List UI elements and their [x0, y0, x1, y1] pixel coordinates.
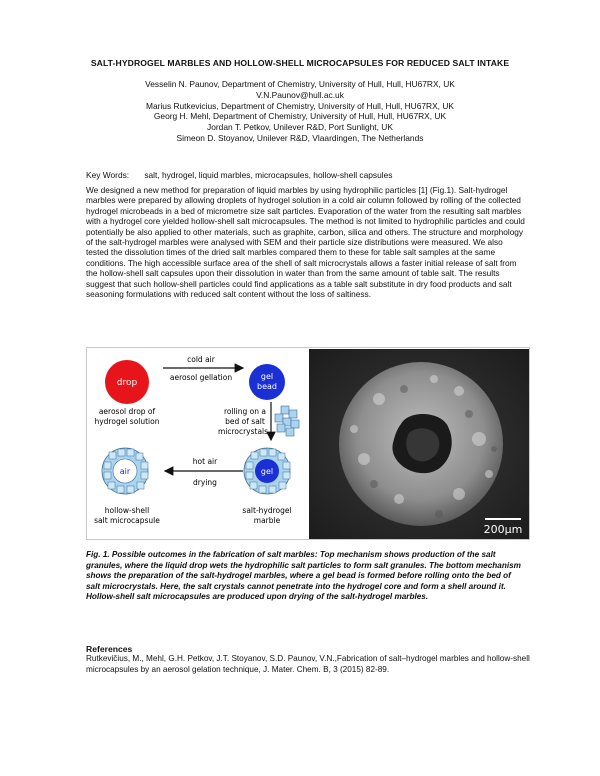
rolling-text-3: microcrystals — [217, 427, 269, 436]
hollow-shell-capsule — [102, 448, 148, 494]
drop-label: drop — [116, 378, 138, 388]
author-line: Jordan T. Petkov, Unilever R&D, Port Sunlight, UK — [207, 122, 393, 133]
abstract: We designed a new method for preparation of liquid marbles by using hydrophilic particles [1] (Fig.1). Salt-hydrogel marbles were prepared by allowing droplets of hydrogel solution in a cold air column followed by rolling of the collected hydrogel microbeads in a bed of micrometre size salt particles. Evaporation of the water from the resulting salt marbles with a hydrogel core yielded hollow-shell salt microcapsules. The method is not limited to hydrophilic particles and could potentially be also applied to other materials, such as graphite, carbon, silica and others. The structure and morphology of the salt-hydrogel marbles were analysed with SEM and their particle size distributions were measured. We also tested the dissolution times of the dried salt marbles compared them to these for table salt samples at the same conditions. The high accessible surface area of the shell of salt microcrystals allows a faster initial release of salt from the hollow-shell salt capsules upon their dissolution in water than from the same amount of table salt. The results suggest that such hollow-shell particles could find applications as a table salt substitute in dry food products and salt seasoning formulations with reduced salt content without the loss of saltiness. — [86, 185, 525, 300]
keywords-text: salt, hydrogel, liquid marbles, microcapsules, hollow-shell capsules — [144, 170, 393, 180]
scale-bar-label: 200µm — [483, 523, 523, 536]
hollow-caption-2: salt microcapsule — [94, 516, 160, 525]
air-label: air — [119, 467, 131, 476]
mechanism-diagram — [87, 348, 309, 540]
arrow-bottom-label-2: drying — [193, 478, 217, 487]
figure-1 — [86, 347, 530, 540]
author-list — [0, 79, 600, 144]
arrow-bottom-label-1: hot air — [192, 457, 218, 466]
author-email: V.N.Paunov@hull.ac.uk — [256, 89, 344, 100]
figure-caption: Fig. 1. Possible outcomes in the fabrication of salt marbles: Top mechanism shows production of the salt granules, where the liquid drop wets the hydrophilic salt particles to form salt granules. The bottom mechanism shows the preparation of the salt-hydrogel marbles, where a gel bead is formed before rolling onto the bed of salt microcrystals. Here, the salt crystals cannot penetrate into the hydrogel core and form a shell around it. Hollow-shell salt microcapsules are produced upon drying of the salt-hydrogel marbles. — [86, 550, 521, 602]
gel-bead-label-1: gel — [260, 372, 274, 381]
author-line: Marius Rutkevicius, Department of Chemistry, University of Hull, Hull, HU67RX, UK — [146, 100, 454, 111]
keywords — [86, 170, 392, 180]
salt-hydrogel-marble — [244, 448, 290, 494]
paper-title: SALT-HYDROGEL MARBLES AND HOLLOW-SHELL MICROCAPSULES FOR REDUCED SALT INTAKE — [90, 58, 510, 68]
marble-caption-1: salt-hydrogel — [242, 506, 292, 515]
rolling-text-1: rolling on a — [224, 407, 266, 416]
author-line: Vesselin N. Paunov, Department of Chemistry, University of Hull, Hull, HU67RX, UK — [145, 79, 455, 89]
drop-caption-1: aerosol drop of — [98, 407, 156, 416]
salt-crystals-icon — [275, 406, 299, 436]
author-line: Simeon D. Stoyanov, Unilever R&D, Vlaardingen, The Netherlands — [176, 132, 424, 143]
keywords-label: Key Words: — [86, 170, 130, 180]
rolling-text-2: bed of salt — [225, 417, 265, 426]
marble-caption-2: marble — [253, 516, 281, 525]
references-heading: References — [86, 644, 133, 654]
hollow-caption-1: hollow-shell — [104, 506, 150, 515]
author-line: Georg H. Mehl, Department of Chemistry, University of Hull, Hull, HU67RX, UK — [153, 111, 447, 122]
arrow-top-label-1: cold air — [187, 355, 215, 364]
arrow-top-label-2: aerosol gellation — [169, 373, 233, 382]
drop-caption-2: hydrogel solution — [94, 417, 160, 426]
gel-label: gel — [260, 467, 274, 476]
gel-bead-label-2: bead — [257, 382, 277, 391]
sem-micrograph — [309, 349, 529, 539]
reference-item: Rutkevičius, M., Mehl, G.H. Petkov, J.T. Stoyanov, S.D. Paunov, V.N.,Fabrication of salt–hydrogel marbles and hollow-shell microcapsules by an aerosol gelation technique, J. Mater. Chem. B, 3 (2015) 82-89. — [86, 654, 530, 674]
